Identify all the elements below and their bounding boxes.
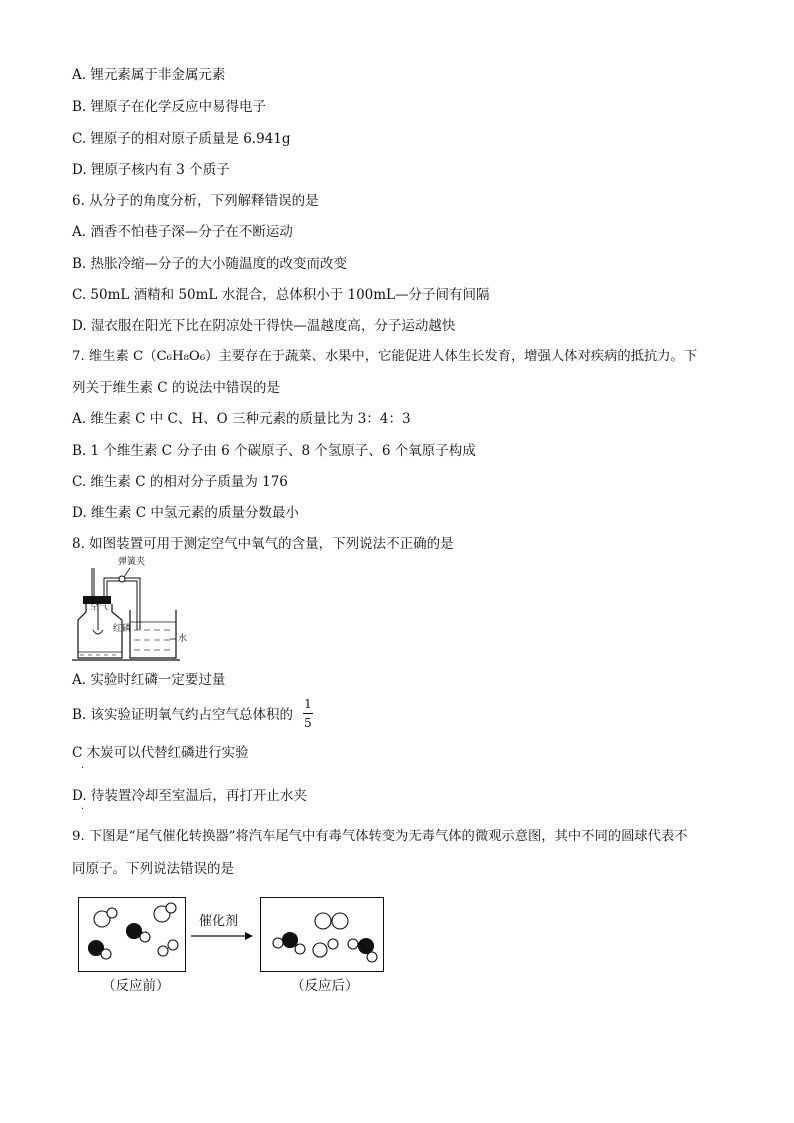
q9-stem-line1: 9. 下图是“尾气催化转换器”将汽车尾气中有毒气体转变为无毒气体的微观示意图，其中不同的圆球代表不 (72, 829, 688, 844)
q8-option-b: B. 该实验证明氧气约占空气总体积的 (72, 707, 294, 723)
q8-option-d-dot: . (81, 801, 85, 812)
q8-option-a: A. 实验时红磷一定要过量 (72, 672, 226, 688)
q6-option-a: A. 酒香不怕巷子深—分子在不断运动 (72, 224, 293, 240)
label-clamp: 弹簧夹 (118, 557, 146, 567)
q6-option-c: C. 50mL 酒精和 50mL 水混合，总体积小于 100mL—分子间有间隔 (72, 287, 490, 303)
q7-option-d: D. 维生素 C 中氢元素的质量分数最小 (72, 505, 299, 521)
q5-option-c: C. 锂原子的相对原子质量是 6.941g (72, 131, 291, 147)
q7-option-a: A. 维生素 C 中 C、H、O 三种元素的质量比为 3：4：3 (72, 411, 411, 427)
q7-option-b: B. 1 个维生素 C 分子由 6 个碳原子、8 个氢原子、6 个氧原子构成 (72, 443, 476, 459)
q5-option-a: A. 锂元素属于非金属元素 (72, 67, 226, 83)
after-molecules (260, 897, 382, 970)
apparatus-figure (72, 560, 182, 664)
fraction-denominator: 5 (304, 716, 312, 730)
catalyst-label: 催化剂 (199, 914, 239, 929)
after-caption: （反应后） (291, 978, 359, 994)
q5-option-d: D. 锂原子核内有 3 个质子 (72, 162, 230, 178)
q7-stem-line2: 列关于维生素 C 的说法中错误的是 (72, 380, 280, 396)
q7-stem-line1: 7. 维生素 C（C₆H₈O₆）主要存在于蔬菜、水果中，它能促进人体生长发育，增强人体对疾病的抵抗力。下 (72, 349, 698, 364)
label-air: 空气 (90, 602, 109, 612)
reaction-arrow (191, 931, 255, 941)
q7-option-c: C. 维生素 C 的相对分子质量为 176 (72, 474, 288, 490)
q6-option-d: D. 湿衣服在阳光下比在阴凉处干得快—温越度高，分子运动越快 (72, 318, 456, 334)
before-caption: （反应前） (102, 978, 170, 994)
q9-stem-line2: 同原子。下列说法错误的是 (72, 861, 234, 877)
q8-option-c-dot: . (81, 760, 85, 771)
q8-option-c: C 木炭可以代替红磷进行实验 (72, 745, 249, 761)
q6-option-b: B. 热胀冷缩—分子的大小随温度的改变而改变 (72, 256, 348, 272)
q5-option-b: B. 锂原子在化学反应中易得电子 (72, 99, 267, 115)
q6-stem: 6. 从分子的角度分析，下列解释错误的是 (72, 193, 319, 209)
q8-stem: 8. 如图装置可用于测定空气中氧气的含量，下列说法不正确的是 (72, 536, 454, 552)
fraction-numerator: 1 (304, 697, 312, 711)
label-water: 水 (178, 634, 188, 644)
before-molecules (78, 897, 184, 970)
q8-option-d: D. 待装置冷却至室温后，再打开止水夹 (72, 788, 307, 804)
label-red-phosphorus: 红磷 (113, 624, 132, 634)
fraction-bar (303, 713, 313, 714)
